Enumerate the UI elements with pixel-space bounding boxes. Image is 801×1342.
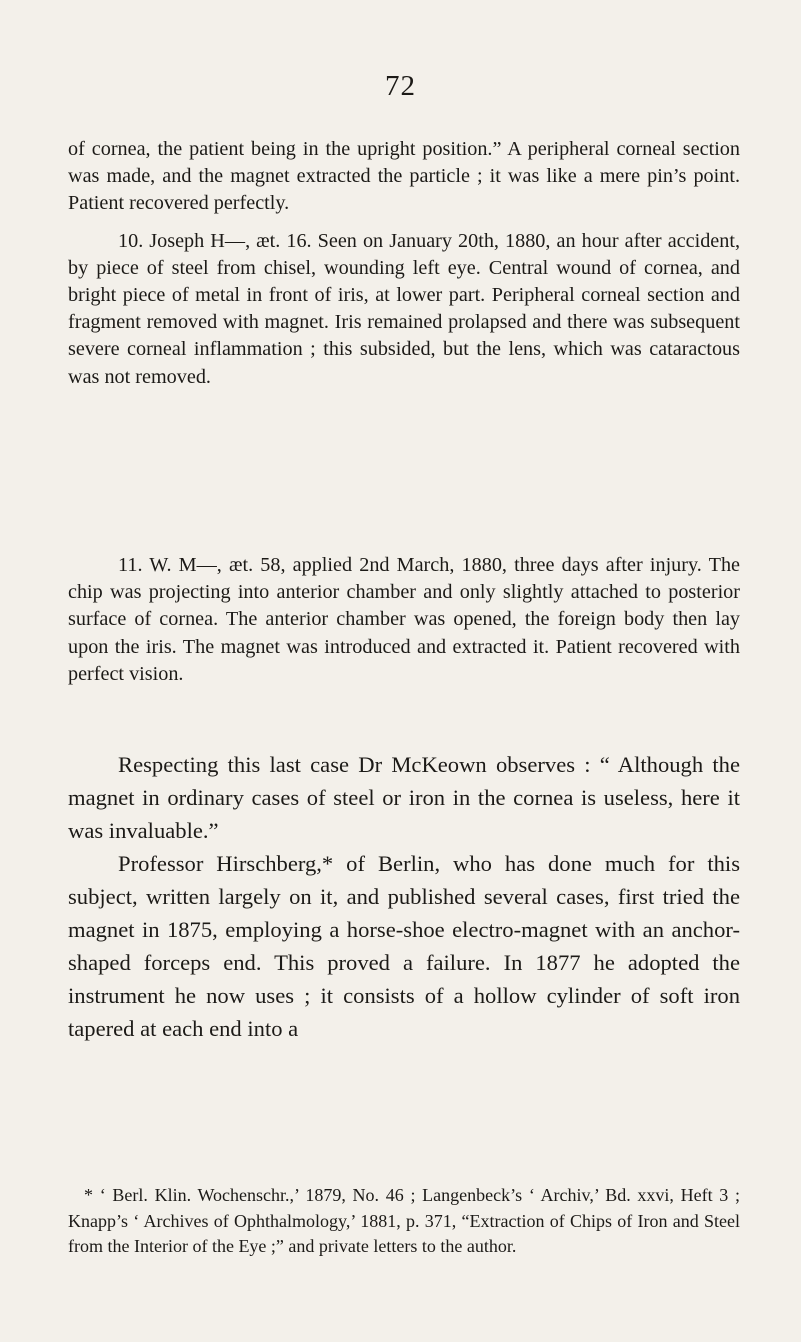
page-number: 72 bbox=[385, 70, 416, 102]
paragraph-case-10: 10. Joseph H—, æt. 16. Seen on January 20th, 1880, an hour after accident, by piece of steel from chisel, wounding left eye. Central wound of cornea, and bright piece of metal in front of iris, at lower part. Peripheral corneal section and fragment removed with magnet. Iris remained prolapsed and there was subsequent severe corneal inflammation ; this subsided, but the lens, which was cataractous was not removed. bbox=[68, 229, 740, 388]
paragraph-mckeown-quote: Respecting this last case Dr McKeown observes : “ Although the magnet in ordinary cases of steel or iron in the cornea is useless, here it was invaluable.” bbox=[68, 752, 740, 843]
footnote bbox=[68, 1183, 740, 1260]
body-text-upper bbox=[68, 136, 740, 391]
body-text-lower bbox=[68, 748, 740, 1045]
footnote-text: * ‘ Berl. Klin. Wochenschr.,’ 1879, No. 46 ; Langenbeck’s ‘ Archiv,’ Bd. xxvi, Heft 3 ; Knapp’s ‘ Archives of Ophthalmology,’ 1881, p. 371, “Extraction of Chips of Iron and Steel from the Interior of the Eye ;” and private letters to the author. bbox=[68, 1185, 740, 1256]
body-text-case-11 bbox=[68, 541, 740, 688]
paragraph-hirschberg: Professor Hirschberg,* of Berlin, who has done much for this subject, written largely on it, and published several cases, first tried the magnet in 1875, employing a horse-shoe electro-magnet with an anchor-shaped forceps end. This proved a failure. In 1877 he adopted the instrument he now uses ; it consists of a hollow cylinder of soft iron tapered at each end into a bbox=[68, 851, 740, 1041]
paragraph-continuation: of cornea, the patient being in the upright position.” A peripheral corneal section was made, and the magnet extracted the particle ; it was like a mere pin’s point. Patient recovered perfectly. bbox=[68, 138, 740, 215]
paragraph-case-11: 11. W. M—, æt. 58, applied 2nd March, 1880, three days after injury. The chip was projecting into anterior chamber and only slightly attached to posterior surface of cornea. The anterior chamber was opened, the foreign body then lay upon the iris. The magnet was introduced and extracted it. Patient recovered with perfect vision. bbox=[68, 554, 740, 685]
